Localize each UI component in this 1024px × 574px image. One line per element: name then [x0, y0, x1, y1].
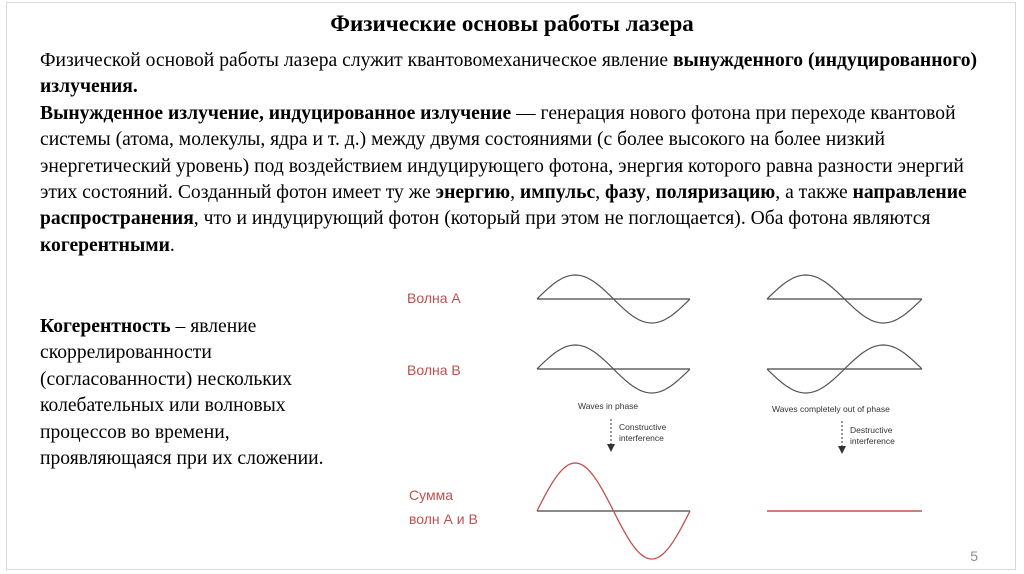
page-number: 5	[970, 548, 978, 564]
label-sum-line2: волн А и В	[409, 511, 478, 527]
separator: ,	[645, 182, 656, 204]
arrow-destructive	[838, 421, 846, 454]
label-wave-b: Волна В	[407, 362, 461, 378]
caption-destructive-1: Destructive	[850, 425, 893, 435]
caption-constructive-2: interference	[619, 433, 664, 443]
caption-out-of-phase: Waves completely out of phase	[772, 404, 890, 414]
arrow-constructive	[607, 419, 615, 452]
definition-text-1: — генерация нового фотона при переходе квантовой системы (атома, молекулы, ядра и т. д.) между двумя состояниями (с более высокого на более низкий энергетический уровень) под воздействием индуцирующего фотона, энергия которого равна разности энергий этих состояний. Созданный фотон имеет ту же	[40, 102, 964, 204]
definition-term: Вынужденное излучение, индуцированное излучение	[40, 102, 512, 124]
term-coherent: когерентными	[40, 234, 170, 256]
label-wave-a: Волна А	[407, 290, 461, 306]
coherence-text: – явление скоррелированности (согласованности) нескольких колебательных или волновых процессов во времени, проявляющаяся при их сложении.	[40, 316, 324, 470]
caption-constructive-1: Constructive	[619, 422, 667, 432]
term-impulse: импульс	[519, 182, 596, 204]
separator: ,	[510, 182, 520, 204]
label-sum-line1: Сумма	[409, 487, 453, 503]
coherence-term: Когерентность	[40, 316, 171, 337]
also-text: , а также	[775, 182, 853, 204]
definition-text-2: , что и индуцирующий фотон (который при этом не поглощается). Оба фотона являются	[193, 208, 931, 230]
slide-title: Физические основы работы лазера	[330, 11, 694, 36]
separator: ,	[595, 182, 606, 204]
caption-destructive-2: interference	[850, 436, 895, 446]
term-polarization: поляризацию	[655, 182, 776, 204]
intro-bold-term: вынужденного (индуцированного) излучения.	[40, 50, 978, 98]
term-phase: фазу	[605, 182, 646, 204]
period: .	[169, 234, 175, 256]
caption-in-phase: Waves in phase	[578, 401, 639, 411]
term-energy: энергию	[435, 182, 511, 204]
term-direction: направление распространения	[40, 182, 967, 230]
intro-plain: Физической основой работы лазера служит квантовомеханическое явление	[40, 50, 673, 71]
